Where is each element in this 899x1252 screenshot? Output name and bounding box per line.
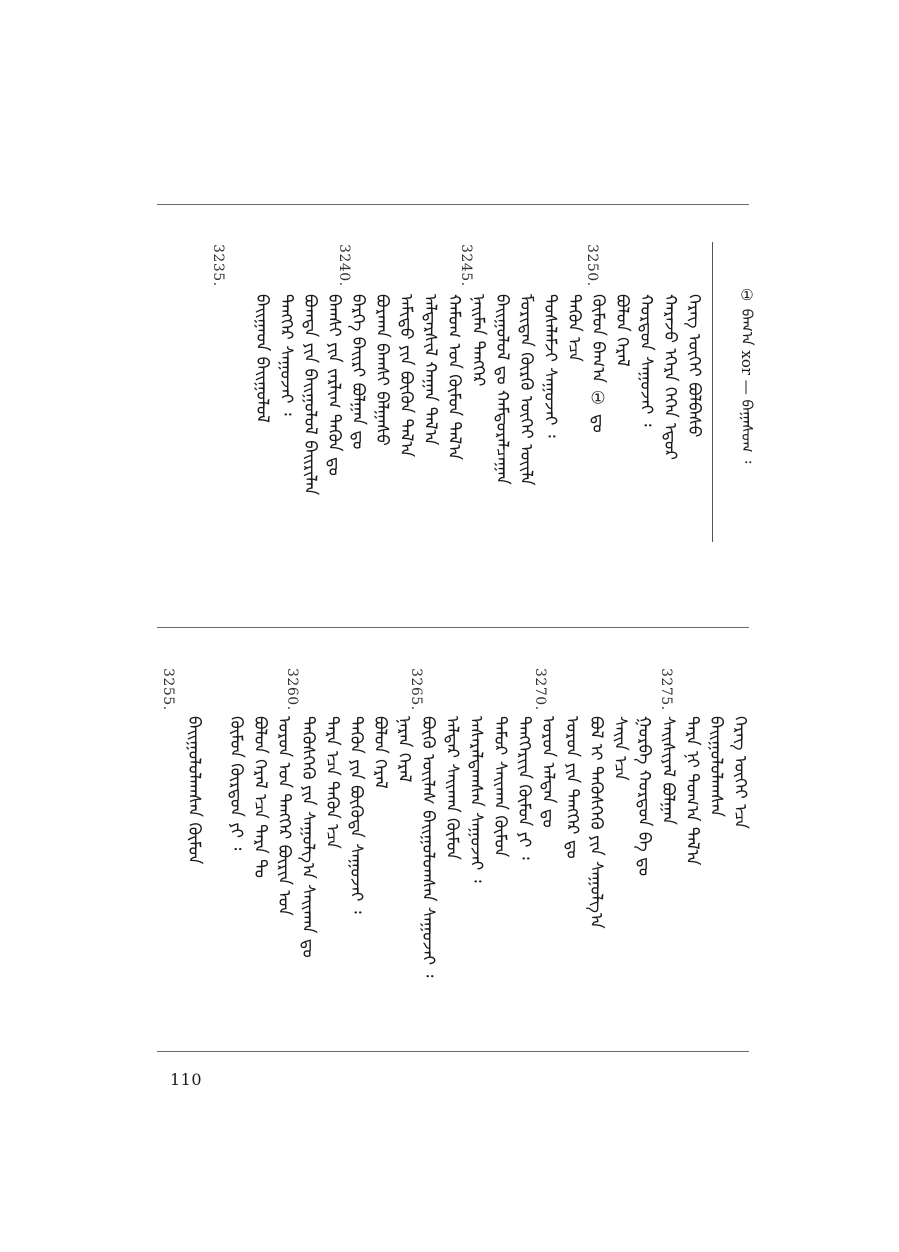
verse-line: ᠬᠠᠮᠤᠭ ᠤᠨ ᠬᠦᠮᠦᠨ ᠲᠠᠯ᠎ᠠ [444, 294, 464, 461]
verse-line: ᠪᠣᠯ ᠢ ᠲᠡᠭᠦᠰᠬᠡᠬᠦ ᠶᠢᠨ ᠰᠠᠭᠤᠯᠭ᠎ᠠ [586, 716, 606, 929]
bottom-rule [157, 1051, 749, 1052]
verse-line: ᠲᠡᠷᠡ ᠡᠴᠡ ᠲᠡᠭᠦᠨ ᠡᠴᠡ [322, 716, 342, 849]
verse-line: ᠰᠠᠢᠰᠢᠶᠠᠯ ᠪᠣᠯᠭᠠᠨ [658, 716, 678, 825]
line-number: 3250. [584, 244, 600, 287]
verse-line: ᠲᠡᠷᠡ ᠨᠢ ᠲᠣᠭ᠎ᠠ ᠲᠠᠯ᠎ᠠ [682, 716, 702, 866]
verse-line: ᠪᠠᠢᠭᠤᠯᠤᠯ ᠳᠤ ᠬᠠᠮᠲᠤᠷᠠᠯᠴᠠᠭᠠᠨ [492, 294, 512, 485]
verse-line: ᠲᠡᠩᠭᠡᠷ ᠰᠠᠭᠤᠵᠠᠢ ᠄ [276, 294, 296, 416]
verse-line: ᠪᠡᠷᠬᠡ ᠪᠠᠢᠷᠢ ᠪᠣᠯᠭᠠᠨ ᠳᠤ [348, 294, 368, 450]
verse-line: ᠪᠠᠢᠭᠤᠯᠤᠯᠠᠭᠰᠠᠨ [706, 716, 726, 818]
verse-line: ᠰᠠᠢᠨ ᠡᠴᠡ [610, 716, 630, 781]
line-number: 3270. [532, 668, 548, 711]
verse-line: ᠪᠦᠬᠦ ᠦᠢᠯᠡᠰ ᠪᠠᠢᠭᠤᠯᠤᠭᠰᠠᠨ ᠰᠠᠭᠤᠵᠠᠢ ᠄ [418, 716, 438, 978]
verse-line: ᠣᠷᠤᠨ ᠶᠢᠨ ᠲᠡᠩᠭᠡᠷ ᠳᠤ [562, 716, 582, 859]
verse-line: ᠬᠦᠮᠦᠨ ᠬᠦᠷᠳᠦᠨ ᠶᠢ ᠄ [226, 716, 246, 851]
verse-line: ᠲᠤᠰᠠᠯᠠᠮᠵᠢ ᠰᠠᠭᠤᠵᠠᠢ ᠄ [540, 294, 560, 438]
line-number: 3260. [284, 668, 300, 711]
verse-line: ᠲᠡᠮᠦᠷ ᠰᠠᠢᠬᠠᠨ ᠬᠦᠮᠦᠨ [490, 716, 510, 858]
verse-line: ᠲᠡᠭᠦᠰᠬᠡᠬᠦ ᠶᠢᠨ ᠰᠠᠭᠤᠯᠭ᠎ᠠ ᠰᠠᠢᠬᠠᠨ ᠳᠤ [298, 716, 318, 958]
footnote-separator [712, 242, 713, 542]
verse-line: ᠲᠡᠩᠭᠡᠷᠢᠢᠨ ᠬᠦᠮᠦᠨ ᠶᠢ ᠄ [514, 716, 534, 860]
verse-line: ᠪᠤᠷᠬᠠᠨ ᠪᠠᠭᠰᠢ ᠪᠠᠯᠭᠠᠰᠤ [372, 294, 392, 446]
verse-line: ᠲᠡᠭᠦᠨ ᠶᠢᠨ ᠪᠦᠭᠦᠳᠡ ᠰᠠᠭᠤᠵᠠᠢ ᠄ [346, 716, 366, 914]
footnote: ① ᠪᠠᠭ᠎ᠠ xor — ᠪᠠᠭᠠᠰᠤᠭ ᠄ [738, 286, 756, 464]
verse-line: ᠬᠡᠷᠡᠭ ᠦᠭᠡᠢ ᠡᠴᠡ [730, 716, 750, 829]
verse-line: ᠠᠯᠳᠠᠷᠰᠢᠯ ᠬᠠᠭᠠᠨ ᠲᠠᠯ᠎ᠠ [420, 294, 440, 446]
verse-line: ᠬᠠᠷᠠᠵᠤ ᠡᠭᠡᠷᠡ ᠬᠡᠭᠡᠨ ᠡᠳᠦᠷ [660, 294, 680, 461]
line-number: 3240. [336, 244, 352, 287]
verse-line: ᠭᠤᠷᠪᠠ ᠬᠤᠷᠳᠤᠨ ᠪᠡ ᠳᠤ [634, 716, 654, 877]
verse-line: ᠠᠮᠢᠳᠤ ᠶᠢᠨ ᠪᠦᠬᠦᠨ ᠲᠠᠯ᠎ᠠ [396, 294, 416, 458]
verse-line: ᠲᠡᠭᠦᠨ ᠡᠴᠡ [564, 294, 584, 362]
line-number: 3255. [160, 668, 176, 711]
verse-line: ᠪᠠᠢᠭᠤᠯᠤᠯᠠᠭᠰᠠᠨ ᠬᠦᠮᠦᠨ [184, 716, 204, 865]
verse-line: ᠪᠠᠢᠭᠠᠳ ᠪᠠᠢᠭᠤᠯᠤᠯ [252, 294, 272, 423]
verse-line: ᠪᠣᠯᠤᠨ ᠭᠡᠷᠡᠯ ᠡᠴᠡ ᠲᠡᠷᠡ ᠲᠤ [250, 716, 270, 879]
verse-line: ᠪᠣᠭᠳᠠ ᠶᠢᠨ ᠪᠠᠢᠭᠤᠯᠤᠯ ᠪᠠᠢᠷᠢᠯᠠᠨ [300, 294, 320, 496]
verse-line: ᠣᠷᠤᠨ ᠠᠯᠲᠠᠨ ᠳᠤ [538, 716, 558, 828]
verse-line: ᠬᠡᠷᠡᠭ ᠦᠭᠡᠢ ᠪᠣᠯᠪᠠᠰᠤ [684, 294, 704, 438]
verse-line: ᠪᠣᠯᠤᠨ ᠭᠡᠷᠡᠯ [612, 294, 632, 367]
verse-line: ᠮᠣᠷᠢᠳᠠᠨ ᠬᠦᠷᠬᠦ ᠦᠭᠡᠢ ᠦᠢᠯᠡ [516, 294, 536, 486]
verse-line: ᠬᠤᠷᠳᠤᠨ ᠰᠠᠭᠤᠵᠠᠢ ᠄ [636, 294, 656, 427]
verse-line: ᠪᠣᠯᠤᠨ ᠭᠡᠷᠡᠯ [370, 716, 390, 789]
verse-line: ᠬᠦᠮᠦᠨ ᠪᠠᠭ᠎ᠠ ① ᠳᠤ [588, 294, 608, 433]
line-number: 3245. [458, 244, 474, 287]
line-number: 3265. [408, 668, 424, 711]
line-number: 3275. [658, 668, 674, 711]
middle-rule [157, 627, 749, 628]
verse-line: ᠠᠰᠠᠷᠠᠯᠳᠠᠭᠰᠠᠨ ᠰᠠᠭᠤᠵᠠᠢ ᠄ [466, 716, 486, 883]
verse-line: ᠨᠠᠷᠠᠨ ᠭᠡᠷᠡᠯ [394, 716, 414, 783]
line-number: 3235. [210, 244, 226, 287]
verse-line: ᠪᠠᠭᠰᠢ ᠶᠢᠨ ᠵᠠᠷᠯᠢᠭ ᠲᠡᠭᠦᠨ ᠳᠤ [324, 294, 344, 476]
verse-line: ᠠᠯᠳᠠᠷ ᠰᠠᠢᠬᠠᠨ ᠬᠦᠮᠦᠨ [442, 716, 462, 860]
page-number: 110 [170, 1070, 203, 1089]
verse-line: ᠨᠠᠢᠮᠠᠨ ᠲᠡᠩᠭᠡᠷ [468, 294, 488, 387]
verse-line: ᠣᠷᠤᠨ ᠤᠨ ᠲᠡᠩᠭᠡᠷ ᠪᠦᠷᠢᠨ ᠤᠨ [274, 716, 294, 916]
top-rule [157, 204, 749, 205]
